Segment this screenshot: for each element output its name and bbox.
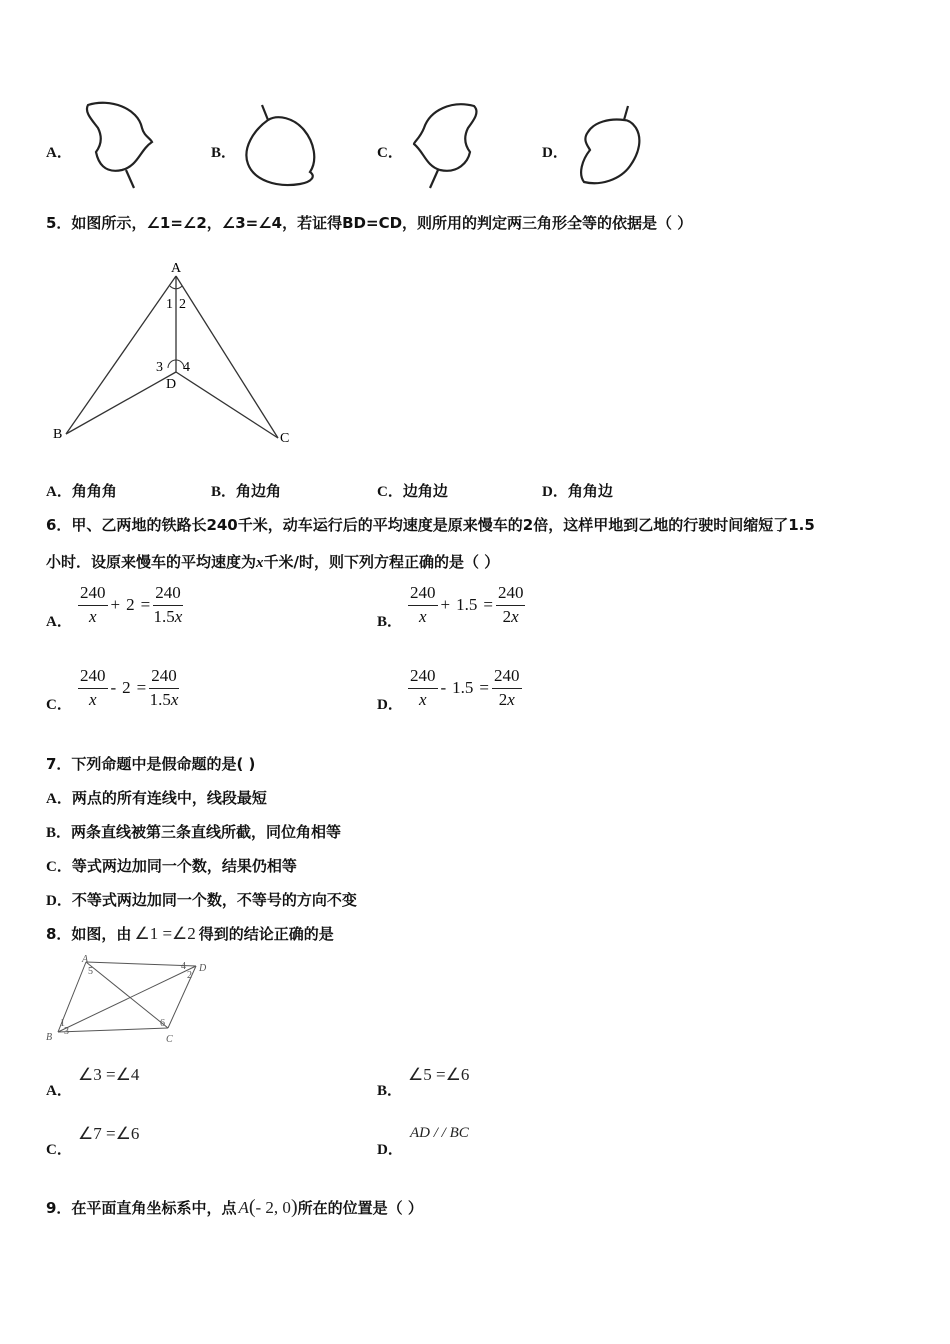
q4-option-d-leaf-figure <box>570 100 650 192</box>
q6-option-c-equation: $\frac{240}{x}$ - 2 = $\frac{240}{1.5x}$ <box>80 666 179 709</box>
q8-figure-angle-5: 5 <box>88 966 93 977</box>
q6-question-line1: 6．甲、乙两地的铁路长240千米，动车运行后的平均速度是原来慢车的2倍，这样甲地到乙地的行驶时间缩短了1.5 <box>46 516 815 534</box>
q9-point-label: A <box>238 1198 249 1217</box>
q5-figure-angle-3: 3 <box>156 360 163 375</box>
q6-option-d-equation: $\frac{240}{x}$ - 1.5 = $\frac{240}{2x}$ <box>410 666 520 709</box>
q5-figure-angle-1: 1 <box>166 297 173 312</box>
q4-option-a-leaf-figure <box>80 100 160 192</box>
q8-figure-angle-3: 3 <box>64 1026 69 1037</box>
q6-question-line2: 小时．设原来慢车的平均速度为x千米/时，则下列方程正确的是（ ） <box>46 553 500 571</box>
q7-option-c[interactable]: C．等式两边加同一个数，结果仍相等 <box>46 857 297 875</box>
q6-option-b-label[interactable]: B． <box>377 614 403 630</box>
q7-question-text: 7．下列命题中是假命题的是( ) <box>46 755 256 773</box>
q9-point-coords: - 2, 0 <box>255 1198 291 1217</box>
q4-option-b-label[interactable]: B． <box>211 145 237 161</box>
q5-option-a[interactable]: A．角角角 <box>46 482 117 500</box>
q8-figure-label-b: B <box>46 1032 53 1043</box>
q5-figure-label-a: A <box>171 261 182 276</box>
q8-figure-angle-4: 4 <box>181 961 186 972</box>
q6-option-c-label[interactable]: C． <box>46 697 72 713</box>
q8-figure-angle-2: 2 <box>187 970 192 981</box>
q8-figure-angle-6: 6 <box>160 1018 165 1029</box>
q5-triangle-figure <box>46 256 306 452</box>
q5-question-text: 5．如图所示，∠1=∠2，∠3=∠4，若证得BD=CD，则所用的判定两三角形全等的依据是（ ） <box>46 214 693 232</box>
q5-figure-label-c: C <box>280 431 290 446</box>
q8-option-d-label[interactable]: D． <box>377 1142 403 1158</box>
q5-figure-label-d: D <box>166 377 177 392</box>
q8-option-c-math: ∠7 =∠6 <box>78 1124 140 1143</box>
q8-parallelogram-figure <box>44 954 214 1046</box>
q8-option-b-math: ∠5 =∠6 <box>408 1065 470 1084</box>
q6-option-a-label[interactable]: A． <box>46 614 72 630</box>
q8-option-b-label[interactable]: B． <box>377 1083 403 1099</box>
q8-option-a-label[interactable]: A． <box>46 1083 72 1099</box>
q4-option-b-leaf-figure <box>238 100 328 192</box>
q4-option-c-label[interactable]: C． <box>377 145 403 161</box>
q4-option-c-leaf-figure <box>408 100 488 192</box>
q8-figure-label-c: C <box>166 1034 173 1045</box>
q8-figure-label-d: D <box>199 963 207 974</box>
q7-option-d[interactable]: D．不等式两边加同一个数，不等号的方向不变 <box>46 891 357 909</box>
q5-figure-angle-2: 2 <box>179 297 186 312</box>
q5-option-b[interactable]: B．角边角 <box>211 482 282 500</box>
q8-option-d-math: AD / / BC <box>410 1125 469 1141</box>
q4-option-d-label[interactable]: D． <box>542 145 568 161</box>
q5-figure-angle-4: 4 <box>183 360 190 375</box>
q6-option-b-equation: $\frac{240}{x}$ + 1.5 = $\frac{240}{2x}$ <box>410 583 524 626</box>
q8-question-text: 8．如图，由 ∠1 =∠2 得到的结论正确的是 <box>46 924 334 943</box>
q6-option-a-equation: $\frac{240}{x}$ + 2 = $\frac{240}{1.5x}$ <box>80 583 183 626</box>
q5-option-c[interactable]: C．边角边 <box>377 482 448 500</box>
q8-option-a-math: ∠3 =∠4 <box>78 1065 140 1084</box>
q8-figure-label-a: A <box>82 954 89 965</box>
q7-option-a[interactable]: A．两点的所有连线中，线段最短 <box>46 789 267 807</box>
q4-option-a-label[interactable]: A． <box>46 145 72 161</box>
q7-option-b[interactable]: B．两条直线被第三条直线所截，同位角相等 <box>46 823 342 841</box>
q9-question-text: 9．在平面直角坐标系中，点 A(- 2, 0)所在的位置是（ ） <box>46 1196 423 1218</box>
q5-option-d[interactable]: D．角角边 <box>542 482 613 500</box>
q8-figure-angle-1: 1 <box>60 1018 65 1029</box>
q6-option-d-label[interactable]: D． <box>377 697 403 713</box>
q8-option-c-label[interactable]: C． <box>46 1142 72 1158</box>
q5-figure-label-b: B <box>53 427 63 442</box>
